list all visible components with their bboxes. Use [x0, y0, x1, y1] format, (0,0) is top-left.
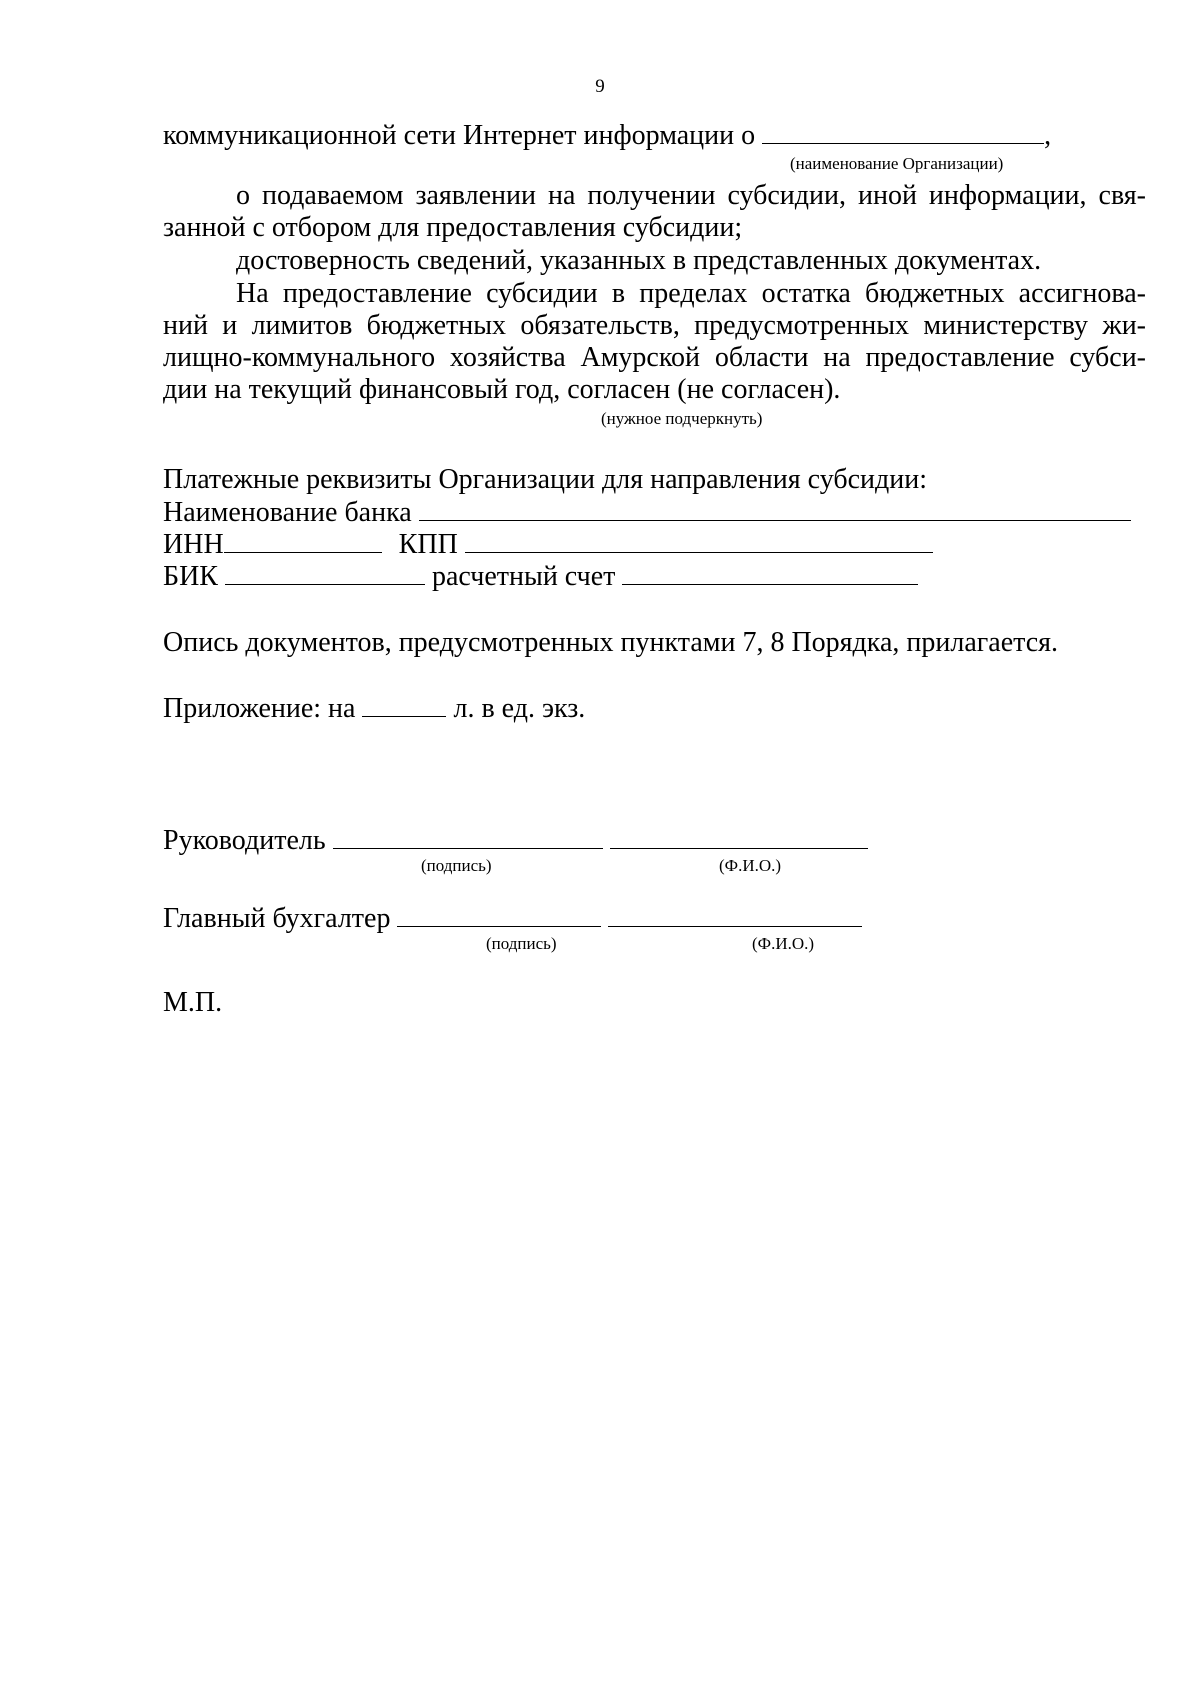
head-name-field[interactable]	[610, 824, 868, 849]
intro-line-1-end: ,	[1044, 120, 1052, 151]
organization-name-caption: (наименование Организации)	[790, 154, 1004, 173]
account-label: расчетный счет	[431, 561, 616, 592]
accountant-row	[163, 902, 862, 935]
inn-kpp-row	[163, 528, 933, 561]
attachment-pages-field[interactable]	[362, 692, 446, 717]
bik-field[interactable]	[225, 560, 425, 585]
bank-name-field[interactable]	[419, 496, 1131, 521]
bank-label: Наименование банка	[163, 497, 412, 528]
underline-caption: (нужное подчеркнуть)	[601, 409, 763, 428]
consent-line-2: ний и лимитов бюджетных обязательств, предусмотренных министерству жи-	[163, 310, 1146, 341]
consent-line-4: дии на текущий финансовый год, согласен (не согласен).	[163, 374, 841, 405]
head-row	[163, 824, 868, 857]
consent-line-3: лищно-коммунального хозяйства Амурской области на предоставление субси-	[163, 342, 1146, 373]
accountant-label: Главный бухгалтер	[163, 903, 391, 934]
attachment-suffix: л. в ед. экз.	[453, 693, 586, 724]
attachment-prefix: Приложение: на	[163, 693, 356, 724]
accountant-signature-caption: (подпись)	[486, 934, 557, 953]
consent-line-1: На предоставление субсидии в пределах остатка бюджетных ассигнова-	[236, 278, 1146, 309]
intro-line-4: достоверность сведений, указанных в представленных документах.	[236, 245, 1042, 276]
page-number: 9	[595, 76, 605, 97]
attachment-row	[163, 692, 585, 725]
account-field[interactable]	[622, 560, 918, 585]
kpp-label: КПП	[398, 529, 458, 560]
head-signature-field[interactable]	[333, 824, 603, 849]
organization-name-field[interactable]	[762, 119, 1044, 144]
inventory-text: Опись документов, предусмотренных пунктами 7, 8 Порядка, прилагается.	[163, 627, 1059, 658]
head-name-caption: (Ф.И.О.)	[719, 856, 782, 875]
inn-label: ИНН	[163, 529, 224, 560]
inn-field[interactable]	[224, 528, 382, 553]
bank-row	[163, 496, 1131, 529]
payment-heading: Платежные реквизиты Организации для направления субсидии:	[163, 464, 927, 495]
intro-line-1	[163, 119, 1051, 152]
stamp-place: М.П.	[163, 987, 223, 1018]
intro-line-1-text: коммуникационной сети Интернет информации о	[163, 120, 756, 151]
intro-line-3: занной с отбором для предоставления субсидии;	[163, 212, 743, 243]
head-signature-caption: (подпись)	[421, 856, 492, 875]
head-label: Руководитель	[163, 825, 326, 856]
intro-line-2: о подаваемом заявлении на получении субсидии, иной информации, свя-	[236, 180, 1146, 211]
kpp-field[interactable]	[465, 528, 933, 553]
bik-account-row	[163, 560, 918, 593]
accountant-signature-field[interactable]	[397, 902, 601, 927]
accountant-name-field[interactable]	[608, 902, 862, 927]
accountant-name-caption: (Ф.И.О.)	[752, 934, 815, 953]
bik-label: БИК	[163, 561, 218, 592]
